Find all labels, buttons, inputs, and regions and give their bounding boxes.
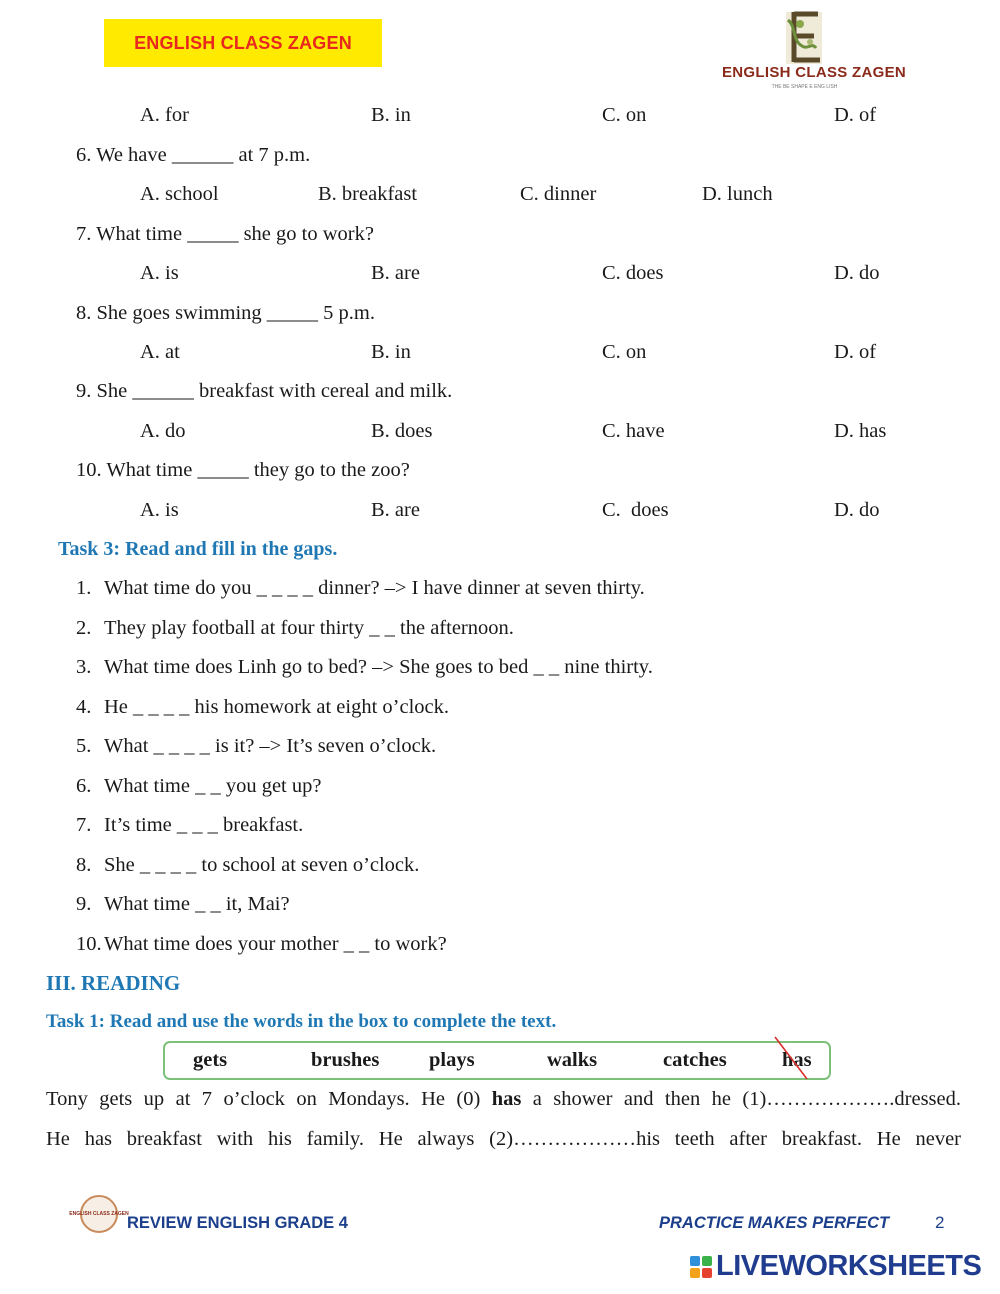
q8-option-a: A. at [140,341,180,363]
task3-item-1-number: 1. [76,577,92,599]
q8-option-c: C. on [602,341,647,363]
logo-subtext: THE BE SHAPE E ENG LISH [771,84,838,90]
footer-left-text: REVIEW ENGLISH GRADE 4 [127,1214,348,1232]
logo-text: ENGLISH CLASS ZAGEN [722,64,907,81]
word-box-word: plays [429,1049,475,1071]
q6-option-a: A. school [140,183,219,205]
footer-logo [69,1195,129,1233]
q9-option-c: C. have [602,420,665,442]
q9-option-d: D. has [834,420,887,442]
q10-option-d: D. do [834,499,880,521]
task3-item-9-text: What time _ _ it, Mai? [104,893,290,915]
q5-option-d: D. of [834,104,877,126]
q8-question: 8. She goes swimming _____ 5 p.m. [76,302,375,324]
task3-item-6-number: 6. [76,775,92,797]
task3-item-5-text: What _ _ _ _ is it? –> It’s seven o’clock. [104,735,437,757]
task3-item-2-text: They play football at four thirty _ _ the afternoon. [104,617,514,639]
word-box-word: catches [663,1049,727,1071]
task3-item-10-text: What time does your mother _ _ to work? [104,933,447,955]
reading-paragraph-line-2: He has breakfast with his family. He always (2)………………his teeth after breakfast. He never [46,1128,961,1150]
word-box-word-used: has [782,1049,812,1071]
word-box [163,1041,831,1080]
reading-paragraph-line-1 [46,1088,961,1111]
reading-text: Tony gets up at 7 o’clock on Mondays. He (0) [46,1088,492,1110]
q9-question: 9. She ______ breakfast with cereal and milk. [76,380,453,402]
word-box-word: walks [547,1049,598,1071]
reading-section-title: III. READING [46,971,181,995]
q7-question: 7. What time _____ she go to work? [76,223,374,245]
liveworksheets-brand-text: LIVEWORKSHEETS [716,1250,982,1282]
q9-option-b: B. does [371,420,433,442]
q5-option-b: B. in [371,104,411,126]
task3-item-8-number: 8. [76,854,92,876]
q10-question: 10. What time _____ they go to the zoo? [76,459,410,481]
q10-option-b: B. are [371,499,420,521]
q10-option-c: C. does [602,499,669,521]
word-box-word: brushes [311,1049,380,1071]
footer-right-text: PRACTICE MAKES PERFECT [659,1214,890,1232]
word-box-word: gets [193,1049,228,1071]
q7-option-d: D. do [834,262,880,284]
q5-option-c: C. on [602,104,647,126]
q8-option-d: D. of [834,341,877,363]
example-answer: has [491,1088,522,1110]
task3-item-6-text: What time _ _ you get up? [104,775,322,797]
task3-item-4-text: He _ _ _ _ his homework at eight o’clock. [104,696,450,718]
task3-item-3-number: 3. [76,656,92,678]
task3-item-4-number: 4. [76,696,92,718]
q6-question: 6. We have ______ at 7 p.m. [76,144,311,166]
q6-option-d: D. lunch [702,183,773,205]
reading-task1-title: Task 1: Read and use the words in the box to complete the text. [46,1011,557,1032]
task3-item-7-text: It’s time _ _ _ breakfast. [104,814,304,836]
header-badge [104,19,382,67]
task3-item-8-text: She _ _ _ _ to school at seven o’clock. [104,854,420,876]
task3-item-7-number: 7. [76,814,92,836]
task3-item-1-text: What time do you _ _ _ _ dinner? –> I have dinner at seven thirty. [104,577,645,599]
task3-item-5-number: 5. [76,735,92,757]
brand-logo [722,6,907,92]
q6-option-b: B. breakfast [318,183,418,205]
task3-item-10-number: 10. [76,933,102,955]
logo-e-icon [722,6,887,66]
page-number: 2 [935,1213,945,1232]
q7-option-c: C. does [602,262,664,284]
strikethrough-mark-icon [769,1035,809,1081]
task3-item-3-text: What time does Linh go to bed? –> She goes to bed _ _ nine thirty. [104,656,653,678]
q9-option-a: A. do [140,420,186,442]
liveworksheets-logo-icon [690,1256,712,1278]
q8-option-b: B. in [371,341,411,363]
task3-title: Task 3: Read and fill in the gaps. [58,538,338,560]
task3-item-9-number: 9. [76,893,92,915]
header-badge-text: ENGLISH CLASS ZAGEN [134,32,352,53]
q10-option-a: A. is [140,499,179,521]
q6-option-c: C. dinner [520,183,597,205]
q5-option-a: A. for [140,104,189,126]
footer-logo-text: ENGLISH CLASS ZAGEN [69,1211,129,1217]
reading-text: a shower and then he (1)……………….dressed. [521,1088,961,1110]
task3-item-2-number: 2. [76,617,92,639]
liveworksheets-brand [690,1250,981,1283]
q7-option-a: A. is [140,262,179,284]
q7-option-b: B. are [371,262,420,284]
